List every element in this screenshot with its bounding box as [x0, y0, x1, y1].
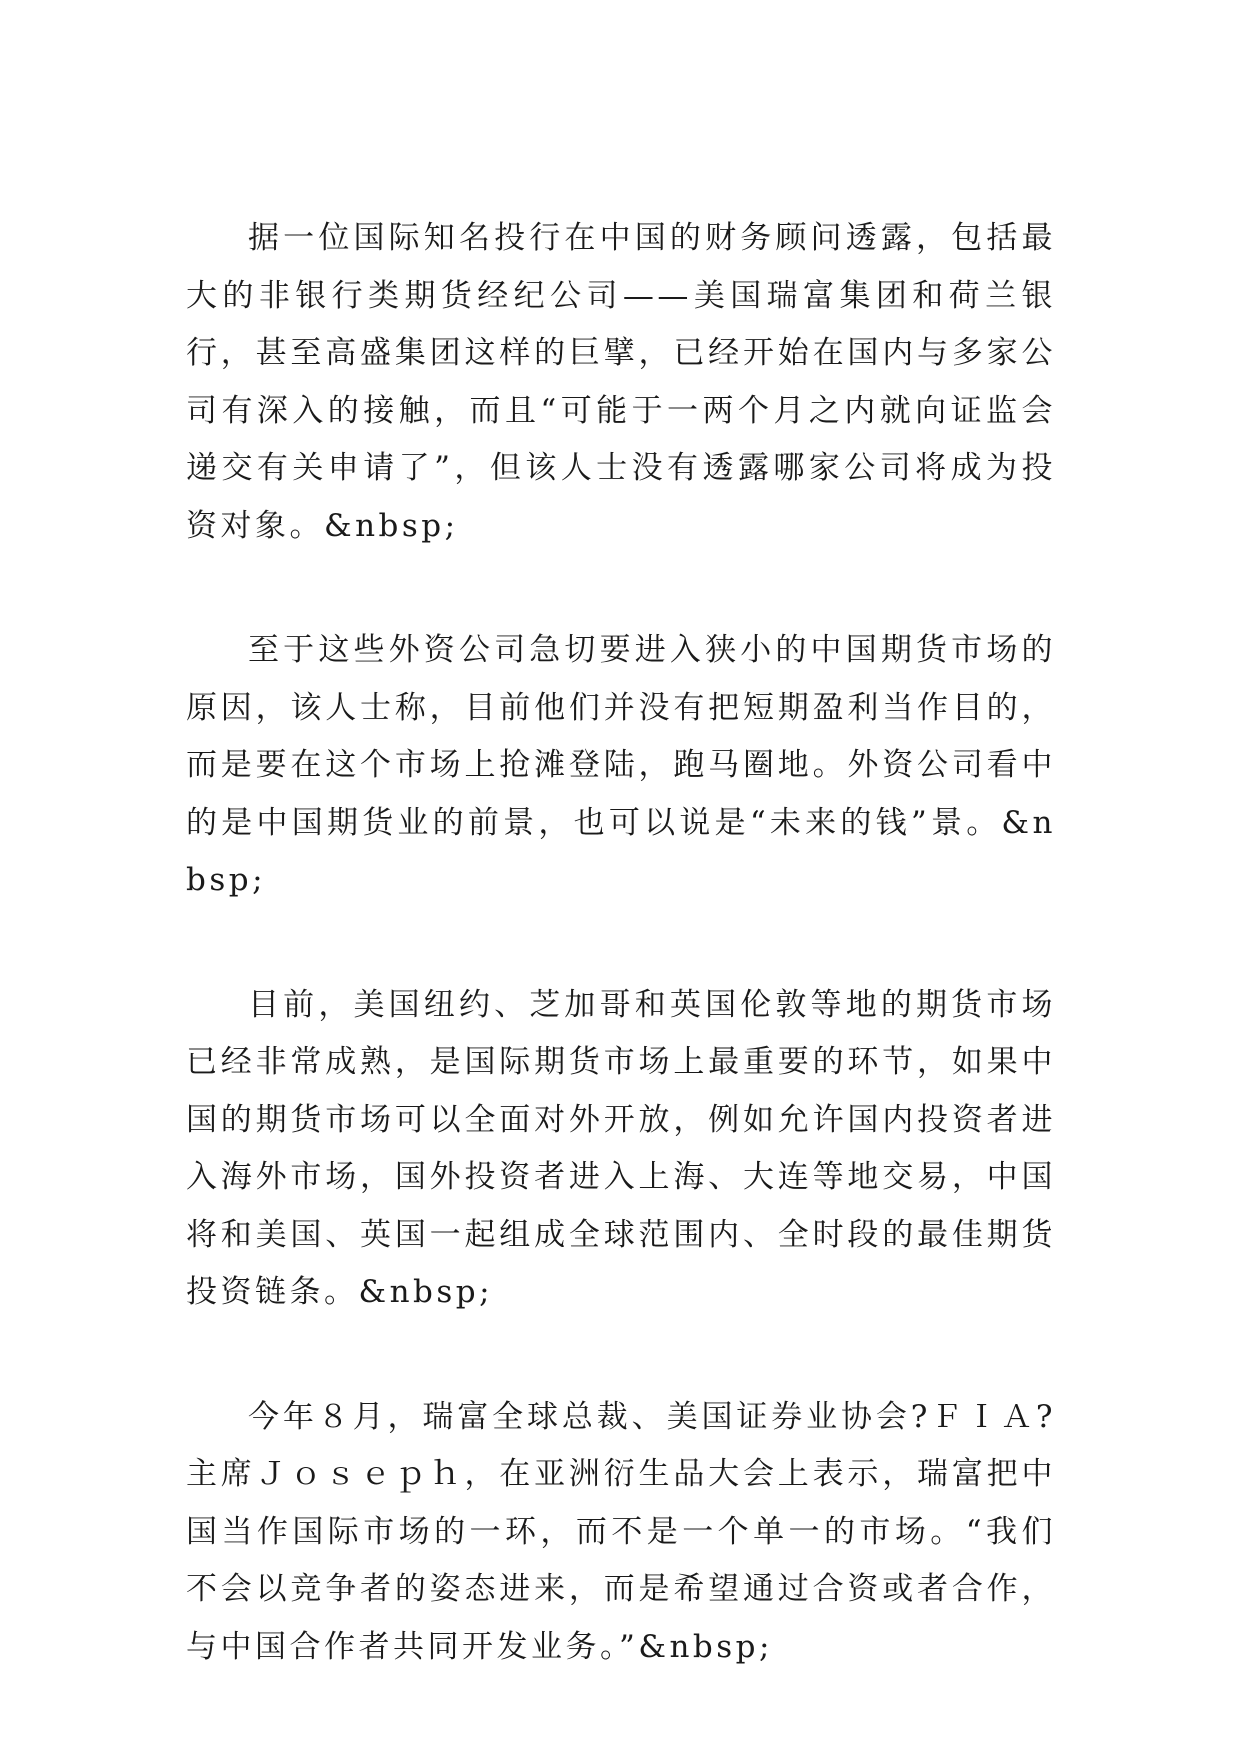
paragraph-market-reasons: 至于这些外资公司急切要进入狭小的中国期货市场的原因，该人士称，目前他们并没有把短期盈利当作目的，而是要在这个市场上抢滩登陆，跑马圈地。外资公司看中的是中国期货业的前景，也可以说是“未来的钱”景。&nbsp;: [186, 632, 1056, 898]
article-body: [186, 210, 1056, 1676]
paragraph-refco-statement: 今年８月，瑞富全球总裁、美国证券业协会?ＦＩＡ?主席Ｊｏｓｅｐｈ，在亚洲衍生品大会上表示，瑞富把中国当作国际市场的一环，而不是一个单一的市场。“我们不会以竞争者的姿态进来，而是希望通过合资或者合作，与中国合作者共同开发业务。”&nbsp;: [186, 1398, 1056, 1665]
paragraph-global-markets: 目前，美国纽约、芝加哥和英国伦敦等地的期货市场已经非常成熟，是国际期货市场上最重要的环节，如果中国的期货市场可以全面对外开放，例如允许国内投资者进入海外市场，国外投资者进入上海、大连等地交易，中国将和美国、英国一起组成全球范围内、全时段的最佳期货投资链条。&nbsp;: [186, 986, 1056, 1310]
paragraph-foreign-investment: 据一位国际知名投行在中国的财务顾问透露，包括最大的非银行类期货经纪公司——美国瑞富集团和荷兰银行，甚至高盛集团这样的巨擘，已经开始在国内与多家公司有深入的接触，而且“可能于一两个月之内就向证监会递交有关申请了”，但该人士没有透露哪家公司将成为投资对象。&nbsp;: [186, 220, 1056, 544]
